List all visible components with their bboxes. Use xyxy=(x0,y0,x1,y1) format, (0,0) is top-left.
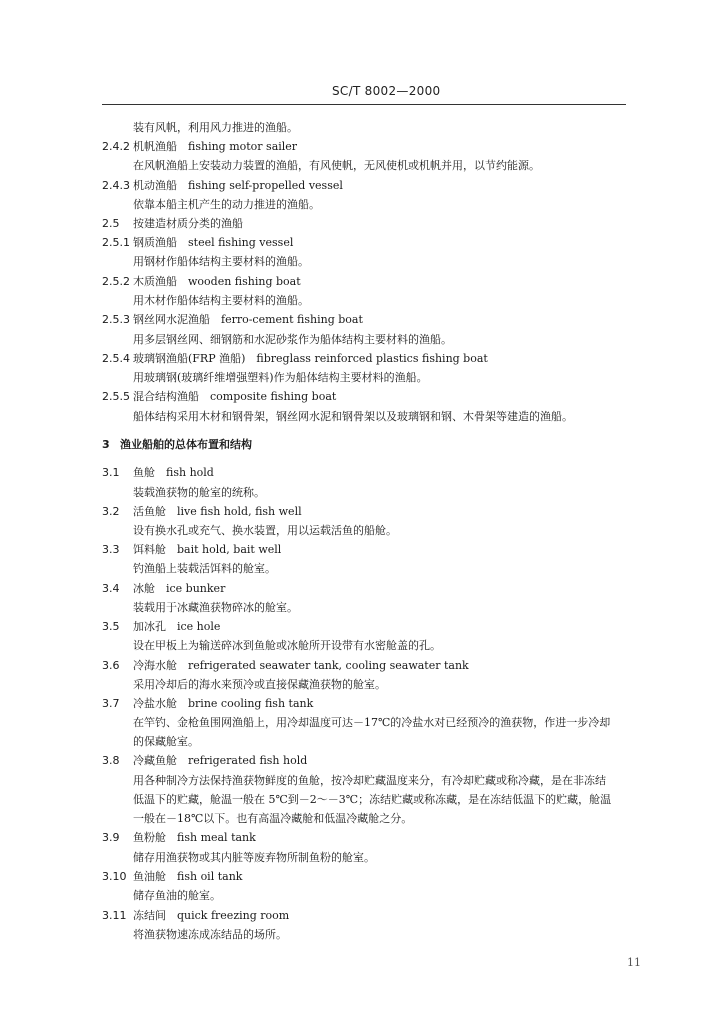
entry-definition: 装载渔获物的舱室的统称。 xyxy=(133,486,265,499)
entry-definition: 装有风帆，利用风力推进的渔船。 xyxy=(133,121,298,134)
entry-definition: 依靠本船主机产生的动力推进的渔船。 xyxy=(133,198,320,211)
entry-definition: 钓渔船上装载活饵料的舱室。 xyxy=(133,562,276,575)
entry-number: 3.11 xyxy=(102,909,127,922)
entry-number: 3 xyxy=(102,438,110,451)
header-rule xyxy=(102,104,626,105)
entry-number: 3.7 xyxy=(102,697,120,710)
entry-definition: 的保藏舱室。 xyxy=(133,735,199,748)
entry-term: 机帆渔船 fishing motor sailer xyxy=(133,140,298,153)
entry-number: 2.5.1 xyxy=(102,236,130,249)
entry-definition: 储存用渔获物或其内脏等废弃物所制鱼粉的舱室。 xyxy=(133,851,375,864)
entry-definition: 储存鱼油的舱室。 xyxy=(133,889,221,902)
entry-definition: 采用冷却后的海水来预冷或直接保藏渔获物的舱室。 xyxy=(133,678,386,691)
entry-term: 冻结间 quick freezing room xyxy=(133,909,290,922)
entry-term: 渔业船舶的总体布置和结构 xyxy=(120,438,252,451)
entry-term: 按建造材质分类的渔船 xyxy=(133,217,243,230)
entry-number: 3.2 xyxy=(102,505,120,518)
entry-number: 2.4.3 xyxy=(102,179,130,192)
entry-number: 3.3 xyxy=(102,543,120,556)
entry-term: 加冰孔 ice hole xyxy=(133,620,221,633)
entry-term: 木质渔船 wooden fishing boat xyxy=(133,275,301,288)
entry-number: 2.5.5 xyxy=(102,390,130,403)
entry-number: 2.5 xyxy=(102,217,120,230)
entry-definition: 用各种制冷方法保持渔获物鲜度的鱼舱，按冷却贮藏温度来分，有冷却贮藏或称冷藏，是在非冻结 xyxy=(133,774,606,787)
entry-term: 钢质渔船 steel fishing vessel xyxy=(133,236,294,249)
entry-definition: 在竿钓、金枪鱼围网渔船上，用冷却温度可达－17℃的冷盐水对已经预冷的渔获物，作进一步冷却 xyxy=(133,716,611,729)
entry-term: 饵料舱 bait hold, bait well xyxy=(133,543,282,556)
entry-term: 鱼舱 fish hold xyxy=(133,466,214,479)
entry-definition: 用多层钢丝网、细钢筋和水泥砂浆作为船体结构主要材料的渔船。 xyxy=(133,333,452,346)
entry-term: 冷藏鱼舱 refrigerated fish hold xyxy=(133,754,308,767)
entry-definition: 将渔获物速冻成冻结品的场所。 xyxy=(133,928,287,941)
entry-number: 3.6 xyxy=(102,659,120,672)
entry-number: 2.5.3 xyxy=(102,313,130,326)
page-number: 11 xyxy=(627,956,641,969)
entry-term: 机动渔船 fishing self-propelled vessel xyxy=(133,179,343,192)
entry-term: 鱼油舱 fish oil tank xyxy=(133,870,243,883)
entry-definition: 用玻璃钢(玻璃纤维增强塑料)作为船体结构主要材料的渔船。 xyxy=(133,371,428,384)
entry-number: 3.5 xyxy=(102,620,120,633)
entry-definition: 船体结构采用木材和钢骨架，钢丝网水泥和钢骨架以及玻璃钢和钢、木骨架等建造的渔船。 xyxy=(133,410,573,423)
entry-definition: 设有换水孔或充气、换水装置，用以运载活鱼的船舱。 xyxy=(133,524,397,537)
entry-term: 混合结构渔船 composite fishing boat xyxy=(133,390,337,403)
entry-definition: 一般在－18℃以下。也有高温冷藏舱和低温冷藏舱之分。 xyxy=(133,812,413,825)
entry-definition: 设在甲板上为输送碎冰到鱼舱或冰舱所开设带有水密舱盖的孔。 xyxy=(133,639,441,652)
entry-term: 冷盐水舱 brine cooling fish tank xyxy=(133,697,314,710)
entry-term: 冷海水舱 refrigerated seawater tank, cooling seawater tank xyxy=(133,659,469,672)
entry-definition: 用木材作船体结构主要材料的渔船。 xyxy=(133,294,309,307)
entry-number: 2.4.2 xyxy=(102,140,130,153)
entry-definition: 在风帆渔船上安装动力装置的渔船，有风使帆，无风使机或机帆并用，以节约能源。 xyxy=(133,159,540,172)
entry-term: 玻璃钢渔船(FRP 渔船) fibreglass reinforced plastics fishing boat xyxy=(133,352,488,365)
entry-number: 3.9 xyxy=(102,831,120,844)
entry-term: 鱼粉舱 fish meal tank xyxy=(133,831,256,844)
entry-term: 活鱼舱 live fish hold, fish well xyxy=(133,505,302,518)
entry-number: 3.1 xyxy=(102,466,120,479)
standard-code-header: SC/T 8002—2000 xyxy=(332,84,441,98)
entry-number: 2.5.4 xyxy=(102,352,130,365)
entry-term: 冰舱 ice bunker xyxy=(133,582,226,595)
entry-definition: 低温下的贮藏，舱温一般在 5℃到－2～－3℃；冻结贮藏或称冻藏，是在冻结低温下的贮藏，舱温 xyxy=(133,793,612,806)
entry-number: 2.5.2 xyxy=(102,275,130,288)
entry-number: 3.8 xyxy=(102,754,120,767)
entry-definition: 用钢材作船体结构主要材料的渔船。 xyxy=(133,255,309,268)
entry-term: 钢丝网水泥渔船 ferro-cement fishing boat xyxy=(133,313,363,326)
entry-number: 3.4 xyxy=(102,582,120,595)
entry-number: 3.10 xyxy=(102,870,127,883)
entry-definition: 装载用于冰藏渔获物碎冰的舱室。 xyxy=(133,601,298,614)
